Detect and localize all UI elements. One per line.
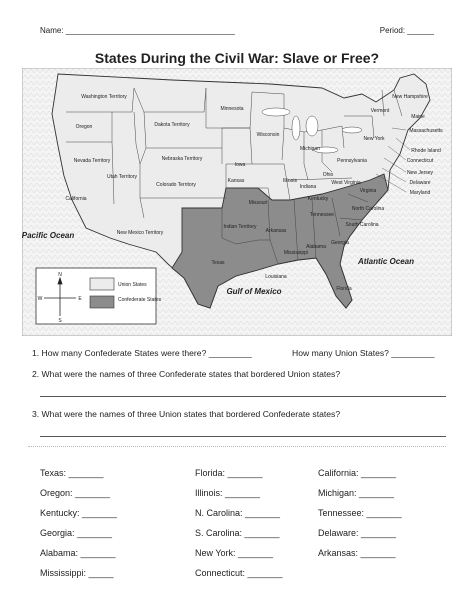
page-title: States During the Civil War: Slave or Free? [94, 50, 380, 66]
label-north-carolina: North Carolina [351, 206, 385, 212]
state-answer-item[interactable]: N. Carolina: _______ [195, 508, 281, 518]
label-delaware: Delaware [409, 180, 431, 186]
state-answer-item[interactable]: Florida: _______ [195, 468, 263, 478]
label-florida: Florida [336, 286, 352, 292]
label-illinois: Illinois [283, 178, 297, 184]
label-new-jersey: New Jersey [406, 170, 434, 176]
label-arkansas: Arkansas [265, 228, 287, 234]
legend-union-label: Union States [118, 282, 147, 288]
label-new-mexico: New Mexico Territory [116, 230, 164, 236]
question-3: 3. What were the names of three Union states that bordered Confederate states? [32, 409, 341, 419]
label-georgia: Georgia [331, 240, 349, 246]
state-answer-item[interactable]: Texas: _______ [40, 468, 104, 478]
civil-war-map [22, 68, 452, 336]
label-indian: Indian Territory [223, 224, 257, 230]
label-ohio: Ohio [322, 172, 334, 178]
state-answer-item[interactable]: Illinois: _______ [195, 488, 261, 498]
label-new-hampshire: New Hampshire [392, 94, 428, 100]
label-tennessee: Tennessee [309, 212, 335, 218]
label-wisconsin: Wisconsin [256, 132, 280, 138]
label-iowa: Iowa [234, 162, 246, 168]
map-legend [36, 268, 162, 324]
label-utah: Utah Territory [107, 174, 137, 180]
state-answer-item[interactable]: Arkansas: _______ [318, 548, 396, 558]
state-answer-item[interactable]: New York: _______ [195, 548, 274, 558]
question-1b: How many Union States? _________ [292, 348, 435, 358]
label-rhode-island: Rhode Island [411, 148, 441, 154]
question-2: 2. What were the names of three Confederate states that bordered Union states? [32, 369, 341, 379]
label-maine: Maine [411, 114, 425, 120]
label-oregon: Oregon [75, 124, 93, 130]
legend-confederate-swatch [90, 296, 114, 308]
state-answer-item[interactable]: Michigan: _______ [318, 488, 395, 498]
state-answer-item[interactable]: Alabama: _______ [40, 548, 116, 558]
state-answer-item[interactable]: Georgia: _______ [40, 528, 113, 538]
label-alabama: Alabama [306, 244, 326, 250]
state-answer-item[interactable]: Delaware: _______ [318, 528, 397, 538]
state-answer-item[interactable]: Tennessee: _______ [318, 508, 402, 518]
label-kansas: Kansas [227, 178, 245, 184]
label-connecticut: Connecticut [406, 158, 434, 164]
label-indiana: Indiana [299, 184, 317, 190]
label-nevada: Nevada Territory [73, 158, 111, 164]
state-answer-item[interactable]: Connecticut: _______ [195, 568, 283, 578]
label-pacific: Pacific Ocean [22, 231, 75, 240]
label-minnesota: Minnesota [220, 106, 244, 112]
divider [28, 446, 446, 447]
label-dakota: Dakota Territory [154, 122, 190, 128]
label-pennsylvania: Pennsylvania [337, 158, 367, 164]
label-gulf: Gulf of Mexico [226, 287, 282, 296]
label-kentucky: Kentucky [307, 196, 329, 202]
compass-n: N [58, 272, 62, 278]
legend-union-swatch [90, 278, 114, 290]
label-michigan: Michigan [299, 146, 321, 152]
label-washington: Washington Territory [81, 94, 127, 100]
label-louisiana: Louisiana [265, 274, 287, 280]
name-field[interactable]: Name: ______________________________________ [40, 26, 235, 35]
state-answer-item[interactable]: Oregon: _______ [40, 488, 111, 498]
state-answer-item[interactable]: S. Carolina: _______ [195, 528, 280, 538]
label-colorado: Colorado Territory [156, 182, 196, 188]
label-vermont: Vermont [370, 108, 390, 114]
question-1a: 1. How many Confederate States were there? _________ [32, 348, 252, 358]
answer-line-2[interactable] [40, 396, 446, 397]
label-massachusetts: Massachusetts [409, 128, 443, 134]
label-west-virginia: West Virginia [331, 180, 361, 186]
state-answer-item[interactable]: California: _______ [318, 468, 397, 478]
compass-s: S [58, 318, 62, 324]
label-virginia: Virginia [359, 188, 377, 194]
state-answer-item[interactable]: Mississippi: _____ [40, 568, 114, 578]
label-maryland: Maryland [409, 190, 431, 196]
compass-w: W [37, 296, 43, 302]
label-new-york: New York [363, 136, 385, 142]
worksheet-header [40, 26, 434, 38]
label-south-carolina: South Carolina [345, 222, 379, 228]
label-mississippi: Mississippi [283, 250, 309, 256]
label-atlantic: Atlantic Ocean [357, 257, 415, 266]
period-field[interactable]: Period: ______ [379, 26, 434, 35]
label-texas: Texas [211, 260, 225, 266]
label-california: California [65, 196, 87, 202]
answer-line-3[interactable] [40, 436, 446, 437]
label-missouri: Missouri [248, 200, 268, 206]
label-nebraska: Nebraska Territory [161, 156, 203, 162]
state-answer-item[interactable]: Kentucky: _______ [40, 508, 118, 518]
legend-confederate-label: Confederate States [118, 297, 162, 303]
compass-e: E [78, 296, 82, 302]
